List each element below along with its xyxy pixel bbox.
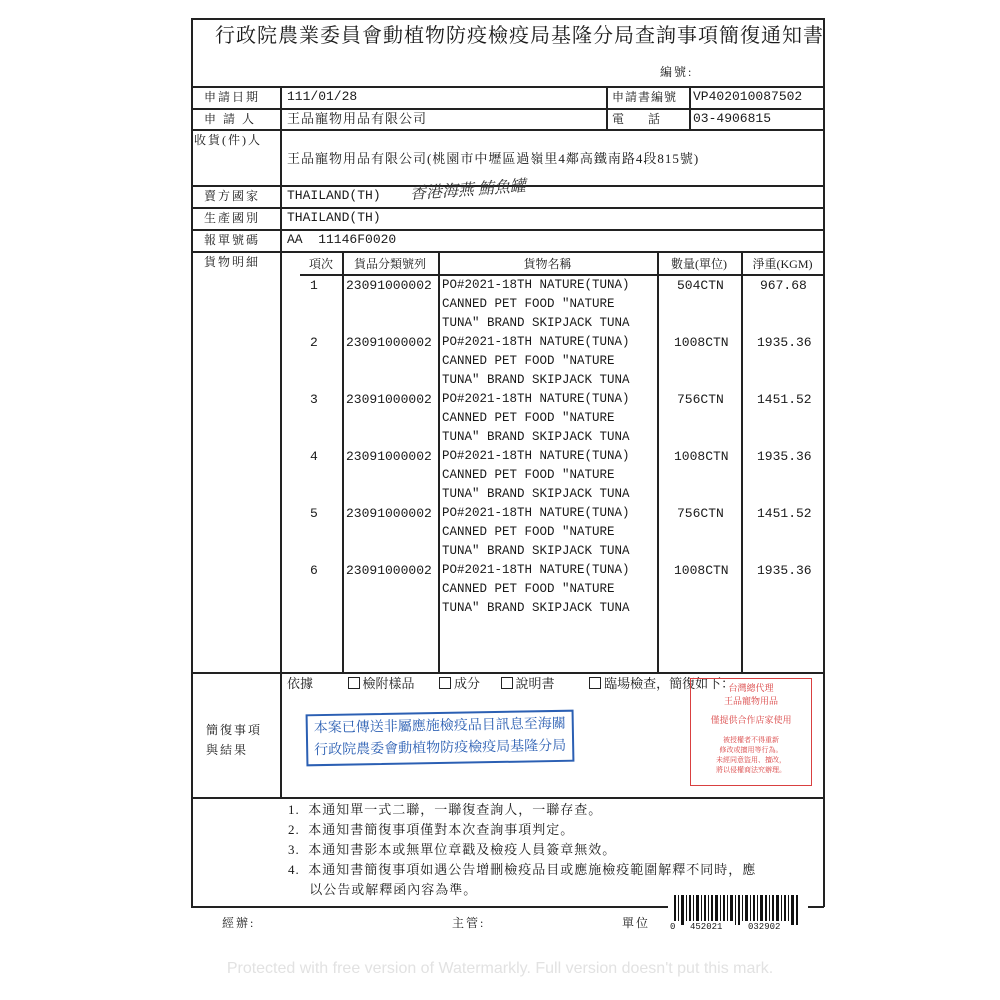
row-qty: 1008CTN bbox=[674, 335, 729, 350]
label-column-line bbox=[280, 86, 282, 798]
option-samples: 檢附樣品 bbox=[362, 676, 415, 691]
label-apply-date: 申請日期 bbox=[204, 90, 261, 104]
row-weight: 1935.36 bbox=[757, 449, 812, 464]
blue-stamp-line1: 本案已傳送非屬應施檢疫品目訊息至海關 bbox=[313, 716, 566, 737]
frame-right bbox=[823, 18, 825, 907]
phone-value: 03-4906815 bbox=[693, 111, 772, 126]
red-stamp-line: 將以侵權商法究辦理。 bbox=[716, 766, 786, 774]
note-3: 3. 本通知書影本或無單位章戳及檢疫人員簽章無效。 bbox=[288, 842, 617, 857]
declaration-no-value: AA 11146F0020 bbox=[287, 232, 397, 247]
label-declaration-no: 報單號碼 bbox=[204, 233, 261, 247]
row-no: 4 bbox=[310, 449, 318, 464]
frame-top bbox=[191, 18, 824, 20]
label-seller-country: 賣方國家 bbox=[204, 189, 261, 203]
checkbox-samples[interactable] bbox=[348, 677, 360, 689]
row-code: 23091000002 bbox=[346, 278, 432, 293]
number-label: 編號: bbox=[660, 65, 694, 79]
row-line bbox=[191, 207, 824, 209]
note-1: 1. 本通知單一式二聯，一聯復查詢人，一聯存查。 bbox=[288, 802, 603, 817]
application-no-value: VP402010087502 bbox=[693, 89, 803, 104]
applicant-value: 王品寵物用品有限公司 bbox=[287, 111, 428, 126]
red-stamp-line: 被授權者不得重新 bbox=[723, 736, 779, 744]
row-line bbox=[191, 86, 824, 88]
row-name: PO#2021-18TH NATURE(TUNA) CANNED PET FOOD "NATURE TUNA" BRAND SKIPJACK TUNA bbox=[442, 278, 630, 330]
header-quantity: 數量(單位) bbox=[671, 257, 727, 271]
row-code: 23091000002 bbox=[346, 392, 432, 407]
note-4: 4. 本通知書簡復事項如遇公告增刪檢疫品目或應施檢疫範圍解釋不同時，應 bbox=[288, 862, 757, 877]
origin-country-value: THAILAND(TH) bbox=[287, 210, 381, 225]
goods-col-line bbox=[438, 251, 440, 672]
label-application-no: 申請書編號 bbox=[612, 90, 678, 104]
red-stamp bbox=[690, 678, 812, 786]
col-line bbox=[689, 86, 691, 130]
label-receiver: 收貨(件)人 bbox=[194, 133, 262, 147]
red-stamp-line: 台灣總代理 bbox=[728, 684, 774, 694]
row-code: 23091000002 bbox=[346, 563, 432, 578]
checkbox-onsite[interactable] bbox=[589, 677, 601, 689]
row-qty: 504CTN bbox=[677, 278, 724, 293]
supervisor-label: 主管: bbox=[452, 916, 486, 930]
col-line bbox=[606, 86, 608, 130]
barcode-digits-mid: 452021 bbox=[690, 922, 723, 932]
row-code: 23091000002 bbox=[346, 335, 432, 350]
barcode-digit-left: 0 bbox=[670, 922, 676, 932]
reply-tail: ，簡復如下： bbox=[656, 676, 735, 691]
goods-col-line bbox=[741, 251, 743, 672]
option-manual: 說明書 bbox=[515, 676, 555, 691]
document-title: 行政院農業委員會動植物防疫檢疫局基隆分局查詢事項簡復通知書 bbox=[215, 25, 824, 47]
barcode bbox=[668, 893, 808, 933]
receiver-value: 王品寵物用品有限公司(桃園市中壢區過嶺里4鄰高鐵南路4段815號) bbox=[287, 151, 700, 166]
row-line bbox=[191, 672, 824, 674]
red-stamp-line: 僅提供合作店家使用 bbox=[710, 716, 792, 726]
header-hs-code: 貨品分類號列 bbox=[353, 257, 426, 271]
note-4-cont: 以公告或解釋函內容為準。 bbox=[288, 882, 478, 897]
row-weight: 967.68 bbox=[760, 278, 807, 293]
label-origin-country: 生產國別 bbox=[204, 211, 261, 225]
goods-col-line bbox=[657, 251, 659, 672]
row-name: PO#2021-18TH NATURE(TUNA) CANNED PET FOOD "NATURE TUNA" BRAND SKIPJACK TUNA bbox=[442, 506, 630, 558]
label-phone: 電 話 bbox=[612, 112, 661, 126]
label-reply: 簡復事項 與結果 bbox=[206, 723, 263, 757]
barcode-digits-right: 032902 bbox=[748, 922, 781, 932]
checkbox-manual[interactable] bbox=[501, 677, 513, 689]
row-name: PO#2021-18TH NATURE(TUNA) CANNED PET FOOD "NATURE TUNA" BRAND SKIPJACK TUNA bbox=[442, 449, 630, 501]
goods-col-line bbox=[342, 251, 344, 672]
row-qty: 756CTN bbox=[677, 392, 724, 407]
row-no: 5 bbox=[310, 506, 318, 521]
red-stamp-line: 王品寵物用品 bbox=[723, 697, 778, 707]
row-name: PO#2021-18TH NATURE(TUNA) CANNED PET FOOD "NATURE TUNA" BRAND SKIPJACK TUNA bbox=[442, 392, 630, 444]
row-qty: 756CTN bbox=[677, 506, 724, 521]
row-line bbox=[191, 108, 824, 110]
blue-stamp-line2: 行政院農委會動植物防疫檢疫局基隆分局 bbox=[314, 738, 567, 759]
header-net-weight: 淨重(KGM) bbox=[752, 257, 813, 271]
row-name: PO#2021-18TH NATURE(TUNA) CANNED PET FOOD "NATURE TUNA" BRAND SKIPJACK TUNA bbox=[442, 335, 630, 387]
row-line bbox=[191, 251, 824, 253]
apply-date-value: 111/01/28 bbox=[287, 89, 358, 104]
header-item-no: 項次 bbox=[308, 257, 333, 271]
row-line bbox=[191, 129, 824, 131]
note-2: 2. 本通知書簡復事項僅對本次查詢事項判定。 bbox=[288, 822, 575, 837]
row-qty: 1008CTN bbox=[674, 563, 729, 578]
basis-text: 依據 bbox=[287, 676, 314, 691]
row-weight: 1935.36 bbox=[757, 335, 812, 350]
watermark-text: Protected with free version of Watermarkly. Full version doesn't put this mark. bbox=[226, 960, 774, 977]
blue-stamp bbox=[306, 710, 575, 767]
row-line bbox=[191, 797, 824, 799]
label-applicant: 申 請 人 bbox=[204, 112, 257, 126]
row-weight: 1935.36 bbox=[757, 563, 812, 578]
row-name: PO#2021-18TH NATURE(TUNA) CANNED PET FOOD "NATURE TUNA" BRAND SKIPJACK TUNA bbox=[442, 563, 630, 615]
seller-country-value: THAILAND(TH) bbox=[287, 188, 381, 203]
header-goods-name: 貨物名稱 bbox=[523, 257, 572, 271]
row-code: 23091000002 bbox=[346, 506, 432, 521]
unit-label: 單位 bbox=[622, 916, 651, 930]
row-no: 2 bbox=[310, 335, 318, 350]
option-onsite: 臨場檢查 bbox=[604, 676, 657, 691]
handwritten-note: 香港海燕 鮪魚罐 bbox=[409, 177, 527, 204]
red-stamp-line: 未經同意盜用、擅改， bbox=[716, 756, 786, 764]
row-weight: 1451.52 bbox=[757, 506, 812, 521]
reply-options-line bbox=[287, 676, 734, 692]
row-no: 3 bbox=[310, 392, 318, 407]
checkbox-ingredients[interactable] bbox=[439, 677, 451, 689]
row-no: 1 bbox=[310, 278, 318, 293]
handler-label: 經辦: bbox=[222, 916, 256, 930]
frame-left bbox=[191, 18, 193, 907]
row-code: 23091000002 bbox=[346, 449, 432, 464]
option-ingredients: 成分 bbox=[454, 676, 481, 691]
red-stamp-line: 修改或擅用等行為。 bbox=[719, 746, 783, 754]
row-weight: 1451.52 bbox=[757, 392, 812, 407]
row-line bbox=[191, 229, 824, 231]
row-qty: 1008CTN bbox=[674, 449, 729, 464]
row-no: 6 bbox=[310, 563, 318, 578]
label-goods-detail: 貨物明細 bbox=[204, 255, 261, 269]
